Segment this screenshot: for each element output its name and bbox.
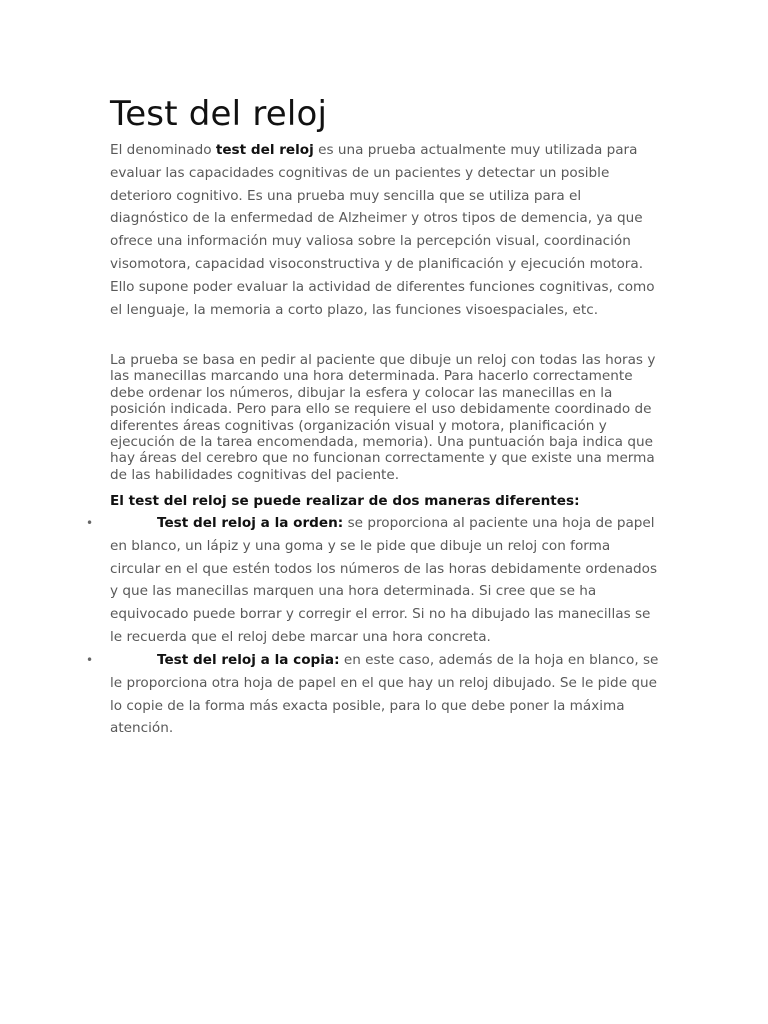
bullet-marker: • (86, 653, 94, 667)
document-title: Test del reloj (110, 94, 328, 134)
bullet-marker: • (86, 516, 94, 530)
methods-lead: El test del reloj se puede realizar de dos maneras diferentes: (110, 493, 580, 509)
intro-text-rest: es una prueba actualmente muy utilizada para evaluar las capacidades cognitivas de un pacientes y detectar un posible deterioro cognitivo. Es una prueba muy sencilla que se utiliza para el diagnóstico de la enfermedad de Alzheimer y otros tipos de demencia, ya que ofrece una información muy valiosa sobre la percepción visual, coordinación visomotora, capacidad visoconstructiva y de planificación y ejecución motora. Ello supone poder evaluar la actividad de diferentes funciones cognitivas, como el lenguaje, la memoria a corto plazo, las funciones visoespaciales, etc. (110, 142, 655, 318)
intro-text-start: El denominado (110, 142, 216, 158)
list-item-text: en este caso, además de la hoja en blanco, se le proporciona otra hoja de papel en el que hay un reloj dibujado. Se le pide que lo copie de la forma más exacta posible, para lo que debe poner la máxima atención. (110, 652, 659, 737)
list-item-heading: Test del reloj a la orden: (157, 515, 344, 531)
list-item (86, 649, 660, 740)
intro-bold-term: test del reloj (215, 142, 314, 158)
list-item-content (110, 512, 660, 649)
list-item (86, 512, 660, 649)
method-paragraph: La prueba se basa en pedir al paciente que dibuje un reloj con todas las horas y las manecillas marcando una hora determinada. Para hacerlo correctamente debe ordenar los números, dibujar la esfera y colocar las manecillas en la posición indicada. Pero para ello se requiere el uso debidamente coordinado de diferentes áreas cognitivas (organización visual y motora, planificación y ejecución de la tarea encomendada, memoria). Una puntuación baja indica que hay áreas del cerebro que no funcionan correctamente y que existe una merma de las habilidades cognitivas del paciente. (110, 352, 656, 483)
intro-paragraph (110, 139, 660, 321)
list-item-content (110, 649, 660, 740)
list-item-heading: Test del reloj a la copia: (157, 652, 340, 668)
list-item-text: se proporciona al paciente una hoja de papel en blanco, un lápiz y una goma y se le pide que dibuje un reloj con forma circular en el que estén todos los números de las horas debidamente ordenados y que las manecillas marquen una hora determinada. Si cree que se ha equivocado puede borrar y corregir el error. Si no ha dibujado las manecillas se le recuerda que el reloj debe marcar una hora concreta. (110, 515, 658, 645)
